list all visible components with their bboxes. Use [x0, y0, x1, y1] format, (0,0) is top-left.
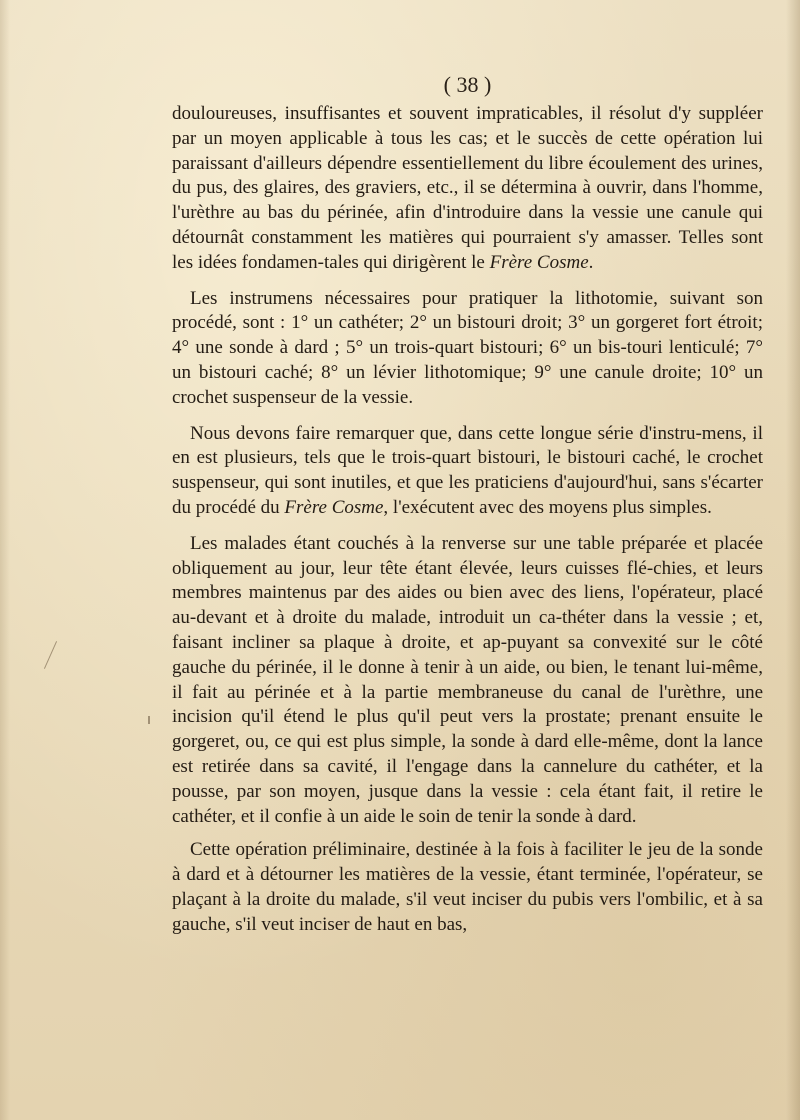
paragraph-3-italic-name: Frère Cosme	[284, 496, 384, 518]
page-edge-shadow-right	[786, 0, 800, 1120]
paragraph-1	[172, 102, 763, 276]
margin-pencil-mark	[44, 641, 57, 669]
paragraph-4	[172, 532, 763, 830]
paragraph-3-end: , l'exécutent avec des moyens plus simples.	[383, 496, 712, 518]
page-edge-shadow-left	[0, 0, 10, 1120]
paragraph-4-text: Les malades étant couchés à la renverse sur une table préparée et placée obliquement au jour, leur tête étant élevée, leurs cuisses flé-chies, et leurs membres maintenus par des aides ou bien avec des liens, l'opérateur, placé au-devant et à droite du malade, introduit un ca-théter dans la vessie ; et, faisant incliner sa plaque à droite, et ap-puyant sa convexité sur le côté gauche du périnée, il le donne à tenir à un aide, ou bien, le tenant lui-même, il fait au périnée et à la partie membraneuse du canal de l'urèthre, une incision qu'il étend le plus qu'il peut vers la prostate; prenant ensuite le gorgeret, ou, ce qui est plus simple, la sonde à dard elle-même, dont la lance est retirée dans sa cavité, il l'engage dans la cannelure du cathéter, et la pousse, par son moyen, jusque dans la vessie : cela étant fait, il retire le cathéter, et il confie à un aide le soin de tenir la sonde à dard.	[172, 532, 763, 827]
paragraph-3-text: Nous devons faire remarquer que, dans cette longue série d'instru-mens, il en est plusieurs, tels que le trois-quart bistouri, le bistouri caché, le crochet suspenseur, qui sont inutiles, et que les praticiens d'aujourd'hui, sans s'écarter du procédé du	[172, 422, 763, 518]
page-number: ( 38 )	[443, 72, 492, 97]
body-text	[172, 102, 763, 938]
paragraph-5-text: Cette opération préliminaire, destinée à la fois à faciliter le jeu de la sonde à dard et à détourner les matières de la vessie, étant terminée, l'opérateur, se plaçant à la droite du malade, s'il veut inciser du pubis vers l'ombilic, et à sa gauche, s'il veut inciser de haut en bas,	[172, 839, 763, 935]
paragraph-5	[172, 838, 763, 937]
margin-small-tick	[148, 716, 150, 724]
paragraph-2	[172, 287, 763, 411]
paragraph-3	[172, 422, 763, 521]
paragraph-1-text: douloureuses, insuffisantes et souvent impraticables, il résolut d'y suppléer par un moyen applicable à tous les cas; et le succès de cette opération lui paraissant d'ailleurs dépendre essentiellement du libre écoulement des urines, du pus, des glaires, des graviers, etc., il se détermina à ouvrir, dans l'homme, l'urèthre au bas du périnée, afin d'introduire dans la vessie une canule qui détournât constamment les matières qui pourraient s'y amasser. Telles sont les idées fondamen-tales qui dirigèrent le	[172, 103, 763, 273]
paragraph-1-italic-name: Frère Cosme	[489, 251, 589, 273]
paragraph-1-end: .	[588, 251, 594, 273]
paragraph-2-text: Les instrumens nécessaires pour pratiquer la lithotomie, suivant son procédé, sont : 1° un cathéter; 2° un bistouri droit; 3° un gorgeret fort étroit; 4° une sonde à dard ; 5° un trois-quart bistouri; 6° un bis-touri lenticulé; 7° un bistouri caché; 8° un lévier lithotomique; 9° une canule droite; 10° un crochet suspenseur de la vessie.	[172, 287, 763, 408]
